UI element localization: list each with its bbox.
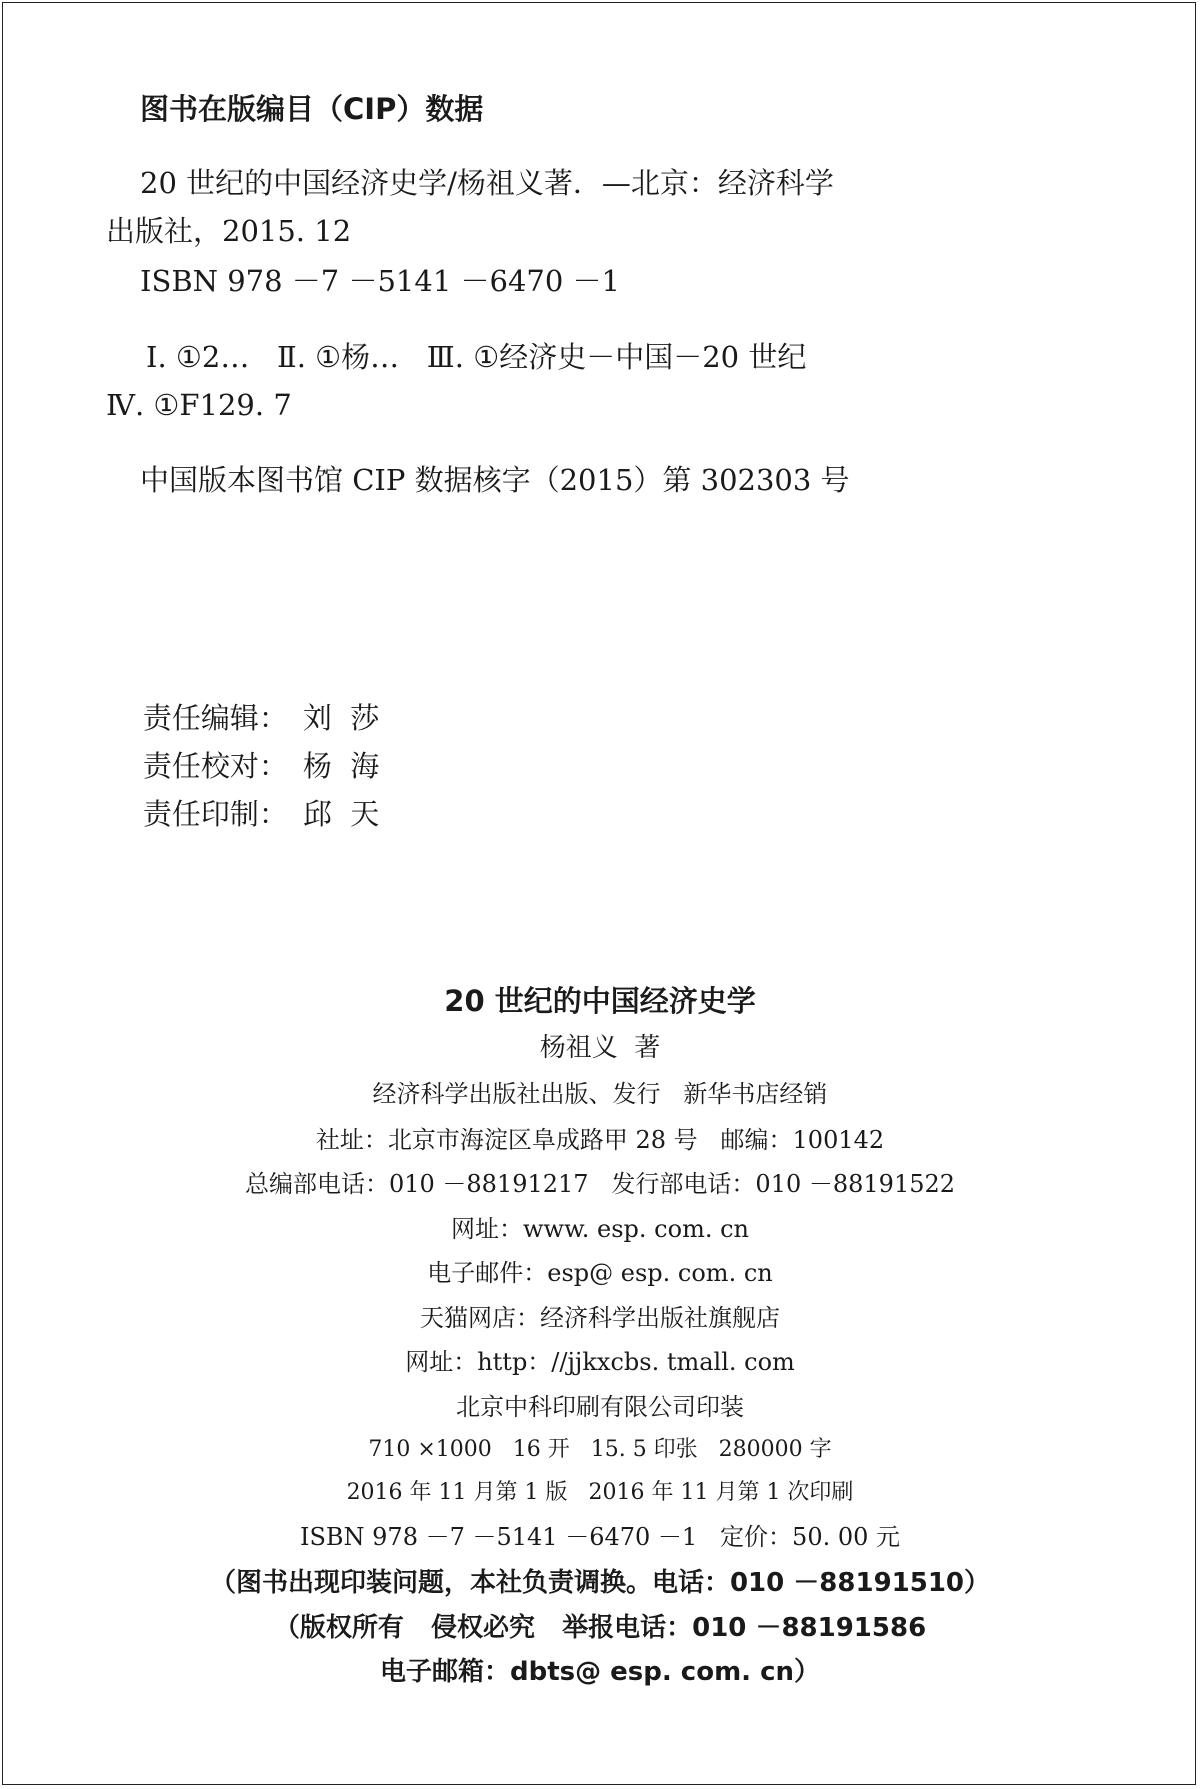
credit-label: 责任编辑：: [142, 701, 288, 735]
colophon-email: 电子邮件：esp@ esp. com. cn: [427, 1259, 773, 1287]
colophon-tmall-url: 网址：http：//jjkxcbs. tmall. com: [405, 1348, 795, 1376]
colophon-isbn-price: ISBN 978 －7 －5141 －6470 －1 定价：50. 00 元: [299, 1523, 901, 1551]
cip-subject-line: Ⅰ. ①2… Ⅱ. ①杨… Ⅲ. ①经济史－中国－20 世纪: [146, 340, 807, 374]
colophon-title: 20 世纪的中国经济史学: [444, 984, 756, 1018]
cip-publisher-line: 出版社，2015. 12: [106, 214, 352, 248]
credit-value: 邱 天: [302, 797, 380, 831]
colophon-notice-replacement: （图书出现印装问题，本社负责调换。电话：010 －88191510）: [209, 1568, 991, 1598]
colophon-address: 社址：北京市海淀区阜成路甲 28 号 邮编：100142: [315, 1126, 885, 1154]
credit-value: 杨 海: [302, 749, 380, 783]
cip-classification-line: Ⅳ. ①F129. 7: [106, 388, 292, 422]
colophon-publisher: 经济科学出版社出版、发行 新华书店经销: [372, 1080, 828, 1108]
copyright-page: [2, 2, 1196, 1785]
cip-record-line: 中国版本图书馆 CIP 数据核字（2015）第 302303 号: [140, 463, 850, 497]
colophon-printer: 北京中科印刷有限公司印装: [456, 1393, 744, 1421]
credit-printing: [106, 771, 379, 858]
colophon-author: 杨祖义 著: [539, 1033, 661, 1063]
credit-label: 责任印制：: [142, 797, 288, 831]
colophon-tmall-store: 天猫网店：经济科学出版社旗舰店: [420, 1304, 780, 1332]
cip-isbn-line: ISBN 978 －7 －5141 －6470 －1: [140, 264, 620, 298]
colophon-website: 网址：www. esp. com. cn: [451, 1215, 749, 1243]
colophon-notice-copyright: （版权所有 侵权必究 举报电话：010 －88191586: [273, 1613, 927, 1643]
credit-label: 责任校对：: [142, 749, 288, 783]
colophon-notice-email: 电子邮箱：dbts@ esp. com. cn）: [379, 1657, 821, 1687]
cip-title-line: 20 世纪的中国经济史学/杨祖义著．—北京：经济科学: [140, 166, 834, 200]
cip-heading: 图书在版编目（CIP）数据: [140, 92, 484, 126]
colophon-specs: 710 ×1000 16 开 15. 5 印张 280000 字: [368, 1437, 832, 1462]
colophon-phones: 总编部电话：010 －88191217 发行部电话：010 －88191522: [244, 1170, 956, 1198]
credit-value: 刘 莎: [302, 701, 380, 735]
colophon-edition: 2016 年 11 月第 1 版 2016 年 11 月第 1 次印刷: [346, 1480, 854, 1505]
